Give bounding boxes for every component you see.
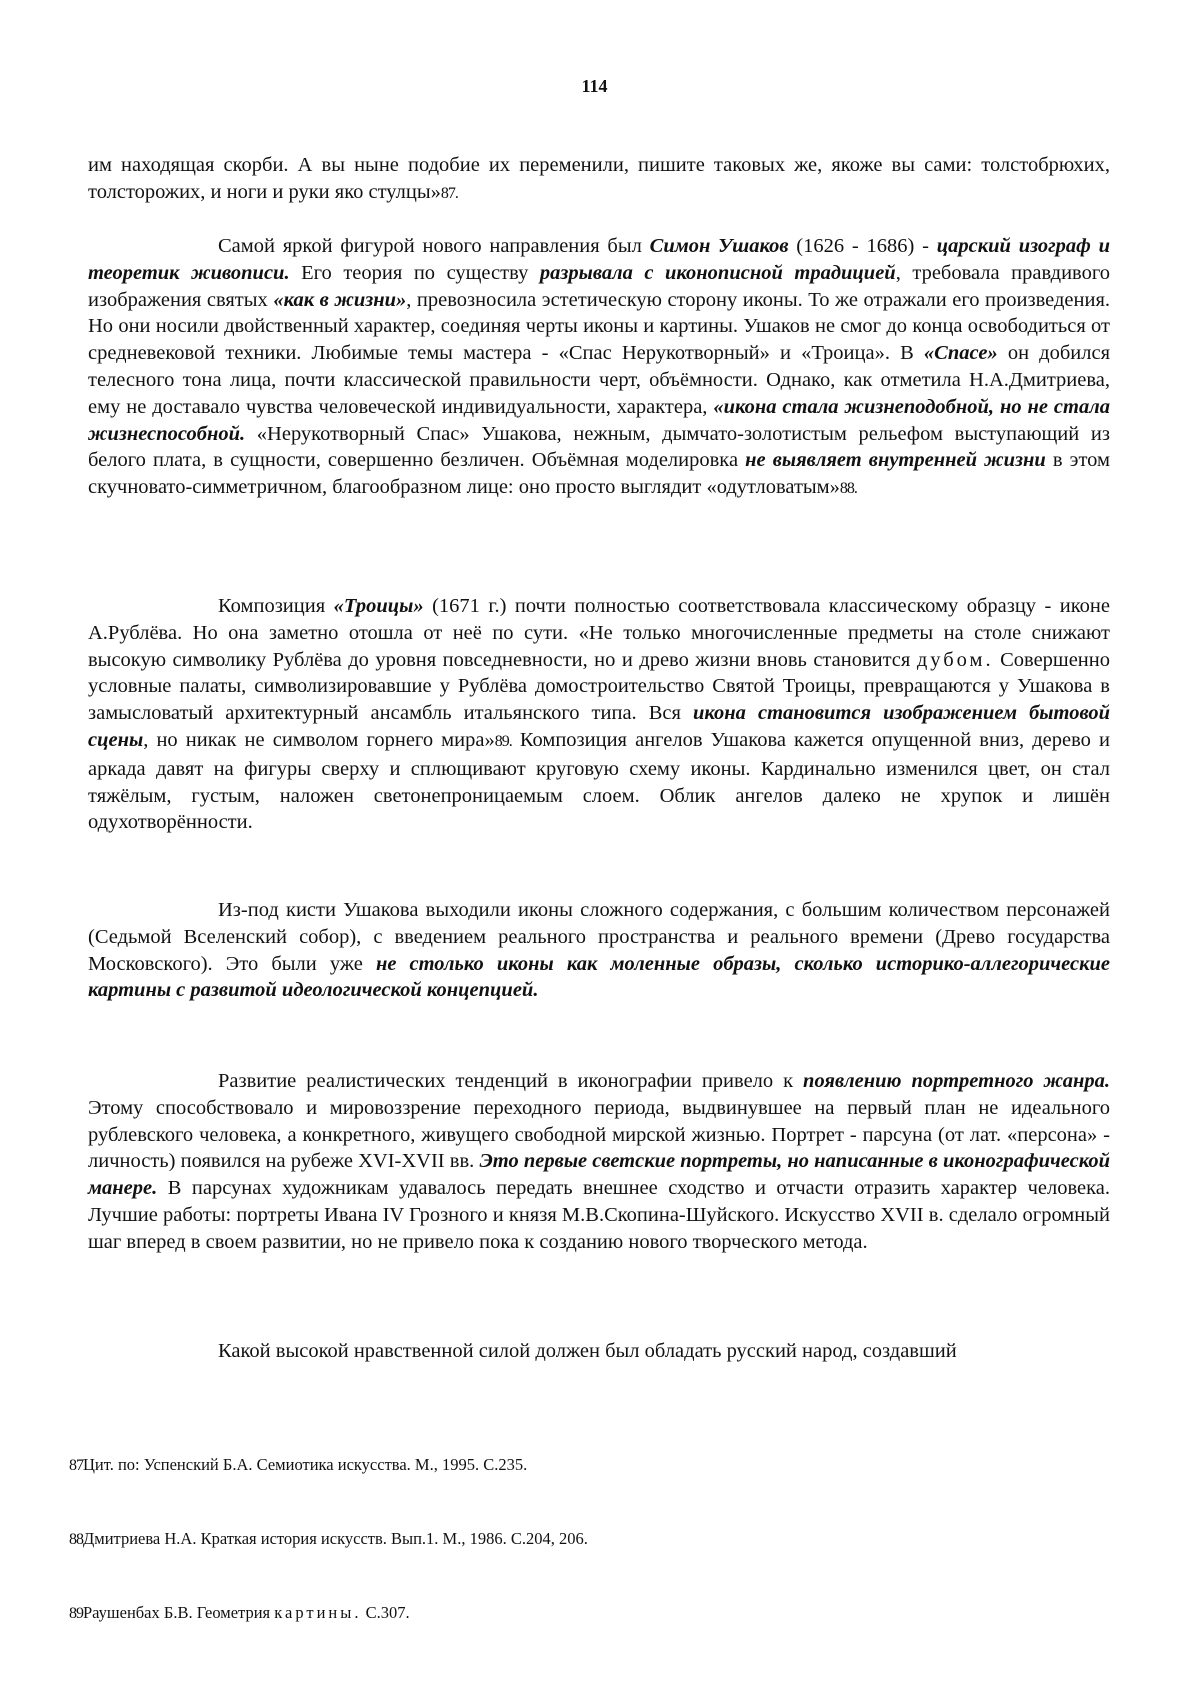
footnote-text: Раушенбах Б.В. Геометрия	[83, 1603, 275, 1622]
emphasis-text: не выявляет внутренней жизни	[745, 449, 1046, 472]
paragraph-text: в этом скучновато-симметричном, благообразном лице: оно просто выглядит «одутловатым»	[88, 449, 1110, 499]
footnote-ref-89: 89.	[494, 732, 512, 750]
footnote-number: 87	[69, 1457, 83, 1474]
paragraph-text: , требовала правдивого изображения святых	[88, 261, 1110, 311]
footnote-87	[69, 1455, 527, 1475]
footnote-ref-87: 87.	[440, 184, 458, 202]
emphasis-text: Это первые светские портреты, но написанные в иконографической манере.	[88, 1150, 1110, 1200]
paragraph-text: (1671 г.) почти полностью соответствовала классическому образцу - иконе А.Рублёва. Но она заметно отошла от неё по сути. «Не только многочисленные предметы на столе снижают высокую символику Рублёва до уровня повседневности, но и древо жизни вновь становится	[88, 595, 1110, 671]
emphasis-text: разрывала с иконописной традицией	[539, 261, 896, 284]
emphasis-text: появлению портретного жанра.	[803, 1070, 1110, 1092]
paragraph-text: «Нерукотворный Спас» Ушакова, нежным, дымчато-золотистым рельефом выступающий из белого плата, в сущности, совершенно безличен. Объёмная моделировка	[88, 422, 1110, 472]
footnote-ref-88: 88.	[839, 480, 857, 498]
paragraph-text: , но никак не символом горнего мира»	[143, 728, 495, 751]
paragraph-text: Его теория по существу	[289, 261, 540, 284]
footnote-text: Цит. по: Успенский Б.А. Семиотика искусства. М., 1995. С.235.	[83, 1455, 528, 1474]
footnote-number: 88	[69, 1531, 83, 1548]
paragraph-text: В парсунах художникам удавалось передать внешнее сходство и отчасти отразить характер человека. Лучшие работы: портреты Ивана IV Грозного и князя М.В.Скопина-Шуйского. Искусство XVII в. сделало огромный шаг вперед в своем развитии, но не привело пока к созданию нового творческого метода.	[88, 1177, 1110, 1253]
page-number: 114	[581, 76, 608, 96]
emphasis-text: «Троицы»	[333, 595, 424, 617]
footnote-number: 89	[69, 1605, 83, 1622]
paragraph-text: Из-под кисти Ушакова выходили иконы сложного содержания, с большим количеством персонажей (Седьмой Вселенский собор), с введением реального пространства и реального времени (Древо государства Московского). Это были уже	[88, 899, 1110, 975]
paragraph-text: Развитие реалистических тенденций в иконографии привело к	[218, 1070, 804, 1092]
emphasis-text: Симон Ушаков	[649, 235, 789, 257]
paragraph-text: (1626 - 1686) -	[788, 235, 937, 257]
paragraph-6	[88, 1338, 1110, 1365]
paragraph-2	[88, 233, 1110, 503]
paragraph-text: , превозносила эстетическую сторону иконы. То же отражали его произведения. Но они носили двойственный характер, соединяя черты иконы и картины. Ушаков не смог до конца освободиться от средневековой техники. Любимые темы мастера - «Спас Нерукотворный» и «Троица». В	[88, 288, 1110, 365]
footnote-text: Дмитриева Н.А. Краткая история искусств. Вып.1. М., 1986. С.204, 206.	[83, 1529, 588, 1548]
paragraph-text: он добился телесного тона лица, почти классической правильности черт, объёмности. Однако, как отметила Н.А.Дмитриева, ему не доставало чувства человеческой индивидуальности, характера,	[88, 342, 1111, 418]
paragraph-4	[88, 897, 1110, 1004]
paragraph-text: Этому способствовало и мировоззрение переходного периода, выдвинувшее на первый план не идеального рублевского человека, а конкретного, живущего свободной мирской жизнью. Портрет - парсуна (от лат. «персона» - личность) появился на рубеже XVI-XVII вв.	[88, 1096, 1110, 1173]
paragraph-1	[88, 152, 1110, 208]
footnote-text: С.307.	[361, 1603, 410, 1622]
paragraph-text: Совершенно условные палаты, символизировавшие у Рублёва домостроительство Святой Троицы, превращаются у Ушакова в замысловатый архитектурный ансамбль итальянского типа. Вся	[88, 648, 1110, 725]
paragraph-text: им находящая скорби. А вы ныне подобие их переменили, пишите таковых же, якоже вы сами: толстобрюхих, толсторожих, и ноги и руки яко стулцы»	[88, 154, 1110, 203]
emphasis-text: «как в жизни»	[273, 288, 407, 311]
paragraph-text: Самой яркой фигурой нового направления был	[218, 235, 650, 257]
spaced-text: дубом.	[916, 648, 994, 671]
emphasis-text: икона становится изображением бытовой сцены	[88, 702, 1110, 751]
footnote-spaced-text: картины.	[274, 1603, 362, 1622]
footnote-89	[69, 1603, 410, 1623]
paragraph-text: Какой высокой нравственной силой должен был обладать русский народ, создавший	[218, 1340, 957, 1362]
emphasis-text: царский изограф и теоретик живописи.	[88, 235, 1111, 284]
paragraph-5	[88, 1068, 1110, 1256]
footnote-88	[69, 1529, 588, 1549]
paragraph-text: Композиция	[218, 595, 334, 617]
paragraph-text: Композиция ангелов Ушакова кажется опущенной вниз, дерево и аркада давят на фигуры сверху и сплющивают круговую схему иконы. Кардинально изменился цвет, он стал тяжёлым, густым, наложен светонепроницаемым слоем. Облик ангелов далеко не хрупок и лишён одухотворённости.	[88, 728, 1110, 834]
emphasis-text: «Спасе»	[923, 342, 998, 365]
emphasis-text: не столько иконы как моленные образы, сколько историко-аллегорические картины с развитой идеологической концепцией.	[88, 952, 1110, 1002]
emphasis-text: «икона стала жизнеподобной, но не стала жизнеспособной.	[88, 395, 1110, 445]
paragraph-3	[88, 593, 1110, 836]
